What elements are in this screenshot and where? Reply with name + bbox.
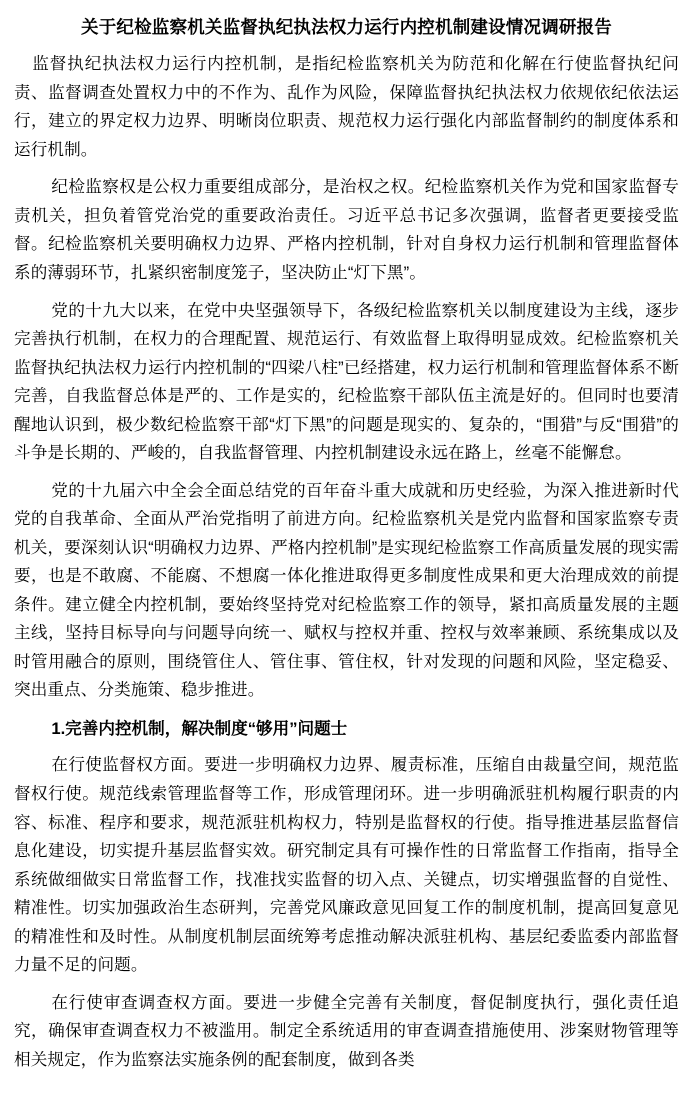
paragraph-1: 监督执纪执法权力运行内控机制，是指纪检监察机关为防范和化解在行使监督执纪问责、监督调查处置权力中的不作为、乱作为风险，保障监督执纪执法权力依规依纪依法运行，建立的界定权力边界、明晰岗位职责、规范权力运行强化内部监督制约的制度体系和运行机制。: [14, 54, 679, 159]
document-body: [14, 50, 679, 1074]
section-heading: 1.完善内控机制，解决制度“够用”问题士: [51, 718, 348, 738]
paragraph-2: 纪检监察权是公权力重要组成部分，是治权之权。纪检监察机关作为党和国家监督专责机关，担负着管党治党的重要政治责任。习近平总书记多次强调，监督者更要接受监督。纪检监察机关要明确权力边界、严格内控机制，针对自身权力运行机制和管理监督体系的薄弱环节，扎紧织密制度笼子，坚决防止“灯下黑”。: [14, 177, 679, 282]
paragraph-3: 党的十九大以来，在党中央坚强领导下，各级纪检监察机关以制度建设为主线，逐步完善执行机制，在权力的合理配置、规范运行、有效监督上取得明显成效。纪检监察机关监督执纪执法权力运行内控机制的“四梁八柱”已经搭建，权力运行机制和管理监督体系不断完善，自我监督总体是严的、工作是实的，纪检监察干部队伍主流是好的。但同时也要清醒地认识到，极少数纪检监察干部“灯下黑”的问题是现实的、复杂的，“围猎”与反“围猎”的斗争是长期的、严峻的，自我监督管理、内控机制建设永远在路上，丝毫不能懈怠。: [14, 300, 679, 463]
paragraph-5: 在行使监督权方面。要进一步明确权力边界、履责标准，压缩自由裁量空间，规范监督权行使。规范线索管理监督等工作，形成管理闭环。进一步明确派驻机构履行职责的内容、标准、程序和要求，规范派驻机构权力，特别是监督权的行使。指导推进基层监督信息化建设，切实提升基层监督实效。研究制定具有可操作性的日常监督工作指南，指导全系统做细做实日常监督工作，找准找实监督的切入点、关键点，切实增强监督的自觉性、精准性。切实加强政治生态研判，完善党风廉政意见回复工作的制度机制，提高回复意见的精准性和及时性。从制度机制层面统筹考虑推动解决派驻机构、基层纪委监委内部监督力量不足的问题。: [14, 755, 679, 975]
page-title: 关于纪检监察机关监督执纪执法权力运行内控机制建设情况调研报告: [81, 17, 612, 37]
paragraph-6: 在行使审查调查权方面。要进一步健全完善有关制度，督促制度执行，强化责任追究，确保审查调查权力不被滥用。制定全系统适用的审查调查措施使用、涉案财物管理等相关规定，作为监察法实施条例的配套制度，做到各类: [14, 992, 679, 1069]
paragraph-4: 党的十九届六中全会全面总结党的百年奋斗重大成就和历史经验，为深入推进新时代党的自我革命、全面从严治党指明了前进方向。纪检监察机关是党内监督和国家监察专责机关，要深刻认识“明确权力边界、严格内控机制”是实现纪检监察工作高质量发展的现实需要，也是不敢腐、不能腐、不想腐一体化推进取得更多制度性成果和更大治理成效的前提条件。建立健全内控机制，要始终坚持党对纪检监察工作的领导，紧扣高质量发展的主题主线，坚持目标导向与问题导向统一、赋权与控权并重、控权与效率兼顾、系统集成以及时管用融合的原则，围绕管住人、管住事、管住权，针对发现的问题和风险，坚定稳妥、突出重点、分类施策、稳步推进。: [14, 480, 679, 700]
